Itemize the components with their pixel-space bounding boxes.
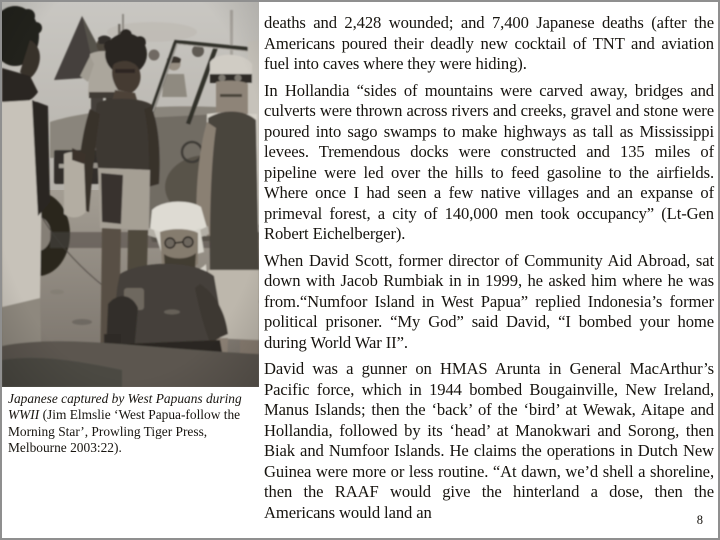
paragraph-1: deaths and 2,428 wounded; and 7,400 Japanese deaths (after the Americans poured their deadly new cocktail of TNT and aviation fuel into caves where they were hiding). bbox=[264, 13, 714, 73]
article-text bbox=[264, 13, 714, 529]
photo-caption-title: Japanese captured by West Papuans during WWII bbox=[8, 391, 242, 423]
paragraph-3: When David Scott, former director of Community Aid Abroad, sat down with Jacob Rumbiak in in 1999, he asked him where he was from.“Numfoor Island in West Papua” replied Indonesia’s former political prisoner. “My God” said David, “I bombed your home during World War II”. bbox=[264, 250, 714, 352]
paragraph-4: David was a gunner on HMAS Arunta in General MacArthur’s Pacific force, which in 1944 bombed Bougainville, New Ireland, Manus Islands; then the ‘back’ of the ‘bird’ at Wewak, Aitape and Hollandia, followed by its ‘head’ at Manokwari and Sorong, then Biak and Numfoor Islands. He claims the operations in Dutch New Guinea were more or less routine. “At dawn, we’d shell a shoreline, then the RAAF would give the hinterland a dose, then the Americans would land an bbox=[264, 359, 714, 522]
paragraph-2: In Hollandia “sides of mountains were carved away, bridges and culverts were thrown across rivers and creeks, gravel and stone were poured into sago swamps to make highways as tall as Mississippi levees. Tremendous docks were constructed and 135 miles of pipeline were led over the hills to feed gasoline to the airfields. Where once I had seen a few native villages and an expanse of primeval forest, a city of 140,000 men took occupancy” (Lt-Gen Robert Eichelberger). bbox=[264, 80, 714, 243]
photo-caption-citation: (Jim Elmslie ‘West Papua-follow the Morning Star’, Prowling Tiger Press, Melbourne 2003:22). bbox=[8, 407, 241, 456]
page-number: 8 bbox=[696, 513, 703, 527]
photo bbox=[2, 2, 259, 387]
photo-caption bbox=[8, 391, 259, 457]
photo-illustration bbox=[2, 2, 259, 387]
